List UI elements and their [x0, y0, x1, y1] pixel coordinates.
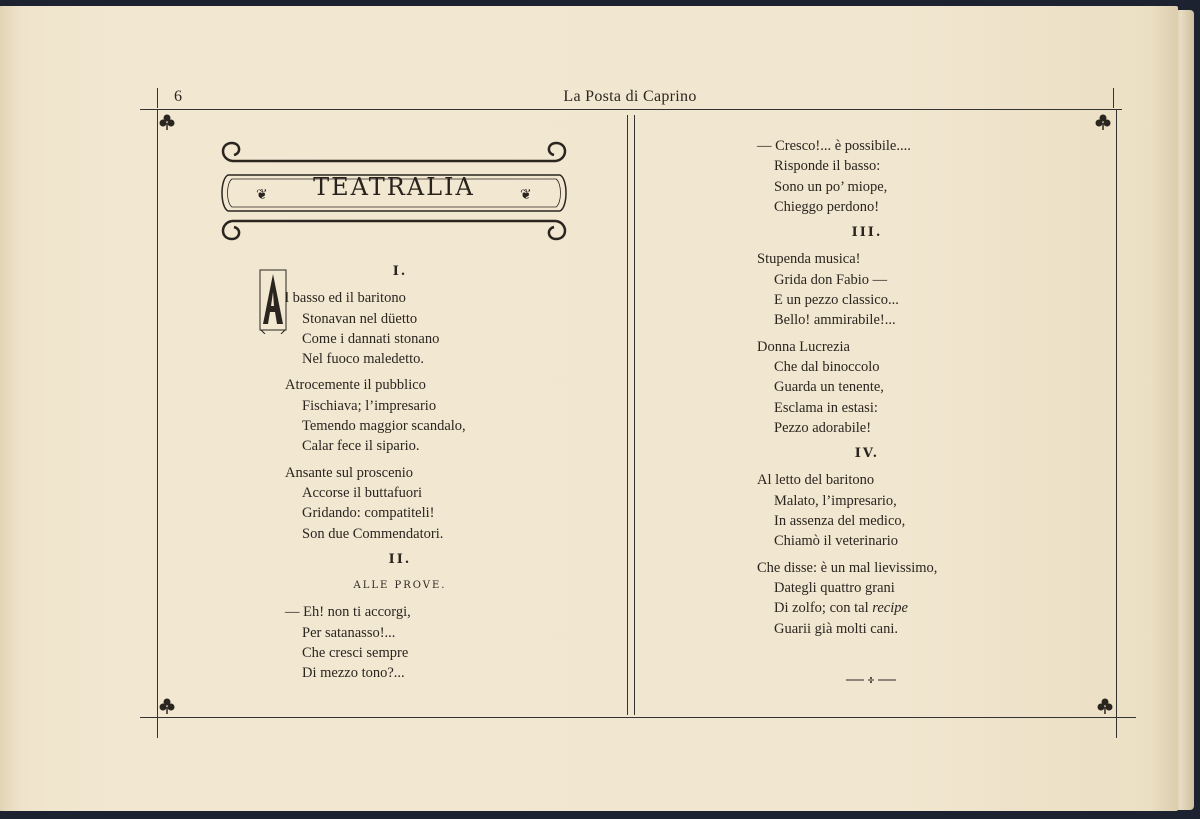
- trefoil-ornament-icon: [1094, 113, 1112, 131]
- verse-line: Ansante sul proscenio: [285, 464, 414, 481]
- verse-line: Bello! ammirabile!...: [774, 312, 896, 329]
- stanza: [757, 470, 1097, 551]
- verse-line: Stupenda musica!: [757, 251, 861, 268]
- section-heading-2: II.: [388, 551, 412, 567]
- column-divider-2: [634, 115, 635, 715]
- section-heading-3: III.: [851, 225, 883, 241]
- italic-word: recipe: [872, 600, 908, 617]
- verse-line: Stonavan nel düetto: [302, 310, 418, 327]
- stanza: [757, 558, 1097, 639]
- bottom-tick-left: [157, 718, 158, 738]
- top-rule: [140, 109, 1122, 110]
- column-divider-1: [627, 115, 628, 715]
- verse-line: Son due Commendatori.: [302, 525, 444, 542]
- dropcap-ornament-icon: [259, 268, 287, 334]
- verse-line: Dategli quattro grani: [774, 579, 895, 596]
- bottom-tick-right: [1116, 718, 1117, 738]
- verse-line: Temendo maggior scandalo,: [302, 418, 466, 435]
- running-title: La Posta di Caprino: [563, 88, 697, 105]
- bottom-rule: [140, 717, 1136, 718]
- title-banner: [218, 137, 570, 245]
- verse-line: Sono un po’ miope,: [774, 178, 888, 195]
- trefoil-ornament-icon: [158, 697, 176, 715]
- verse-line: Malato, l’impresario,: [774, 492, 897, 509]
- stanza: [757, 337, 1097, 438]
- section-heading-4: IV.: [854, 446, 880, 462]
- end-ornament-icon: [846, 676, 896, 684]
- section-title: TEATRALIA: [313, 173, 475, 201]
- verse-line: Gridando: compatiteli!: [302, 505, 435, 522]
- page-header: [140, 86, 1120, 110]
- verse-line: — Eh! non ti accorgi,: [285, 604, 411, 621]
- verse-line: Atrocemente il pubblico: [285, 377, 426, 394]
- verse-line: [757, 598, 1097, 618]
- stanza: [285, 288, 615, 369]
- frame-right: [1116, 109, 1117, 718]
- verse-text: Di zolfo; con tal: [774, 600, 869, 617]
- verse-line: Che dal binoccolo: [774, 358, 880, 375]
- frame-left: [157, 109, 158, 718]
- stanza: [285, 463, 615, 544]
- verse-line: Che cresci sempre: [302, 645, 409, 662]
- verse-line: Donna Lucrezia: [757, 338, 850, 355]
- verse-line: Al letto del baritono: [757, 472, 875, 489]
- stanza: [285, 375, 615, 456]
- verse-line: Esclama in estasi:: [774, 399, 878, 416]
- verse-line: Fischiava; l’impresario: [302, 397, 437, 414]
- verse-line: Guarda un tenente,: [774, 379, 884, 396]
- left-column: [285, 262, 615, 690]
- stanza: [757, 249, 1097, 330]
- trefoil-ornament-icon: [158, 113, 176, 131]
- verse-line: Nel fuoco maledetto.: [302, 351, 424, 368]
- verse-line: Per satanasso!...: [302, 624, 396, 641]
- stanza: [285, 602, 615, 683]
- verse-line: Che disse: è un mal lievissimo,: [757, 559, 938, 576]
- svg-text:❦: ❦: [256, 187, 268, 203]
- verse-line: Di mezzo tono?...: [302, 665, 405, 682]
- verse-line: Chiamò il veterinario: [774, 533, 899, 550]
- verse-line: Come i dannati stonano: [302, 330, 440, 347]
- verse-line: — Cresco!... è possibile....: [757, 138, 911, 154]
- verse-line: Pezzo adorabile!: [774, 419, 872, 436]
- svg-text:❦: ❦: [520, 187, 532, 203]
- verse-line: In assenza del medico,: [774, 513, 906, 530]
- section-subtitle: ALLE PROVE.: [353, 580, 447, 592]
- right-column: [757, 136, 1097, 645]
- trefoil-ornament-icon: [1096, 697, 1114, 715]
- verse-line: Risponde il basso:: [774, 158, 881, 175]
- verse-line: Grida don Fabio —: [774, 271, 888, 288]
- section-heading-1: I.: [392, 264, 408, 279]
- verse-line: Calar fece il sipario.: [302, 438, 420, 455]
- stanza: [757, 136, 1097, 217]
- page-number: 6: [174, 88, 182, 105]
- verse-line: E un pezzo classico...: [774, 292, 899, 309]
- verse-line: l basso ed il baritono: [285, 290, 406, 307]
- verse-line: Chieggo perdono!: [774, 198, 880, 215]
- verse-line: Accorse il buttafuori: [302, 484, 422, 501]
- verse-line: Guarii già molti cani.: [774, 620, 899, 637]
- header-tick-right: [1113, 88, 1114, 108]
- ornate-dropcap: [259, 268, 287, 334]
